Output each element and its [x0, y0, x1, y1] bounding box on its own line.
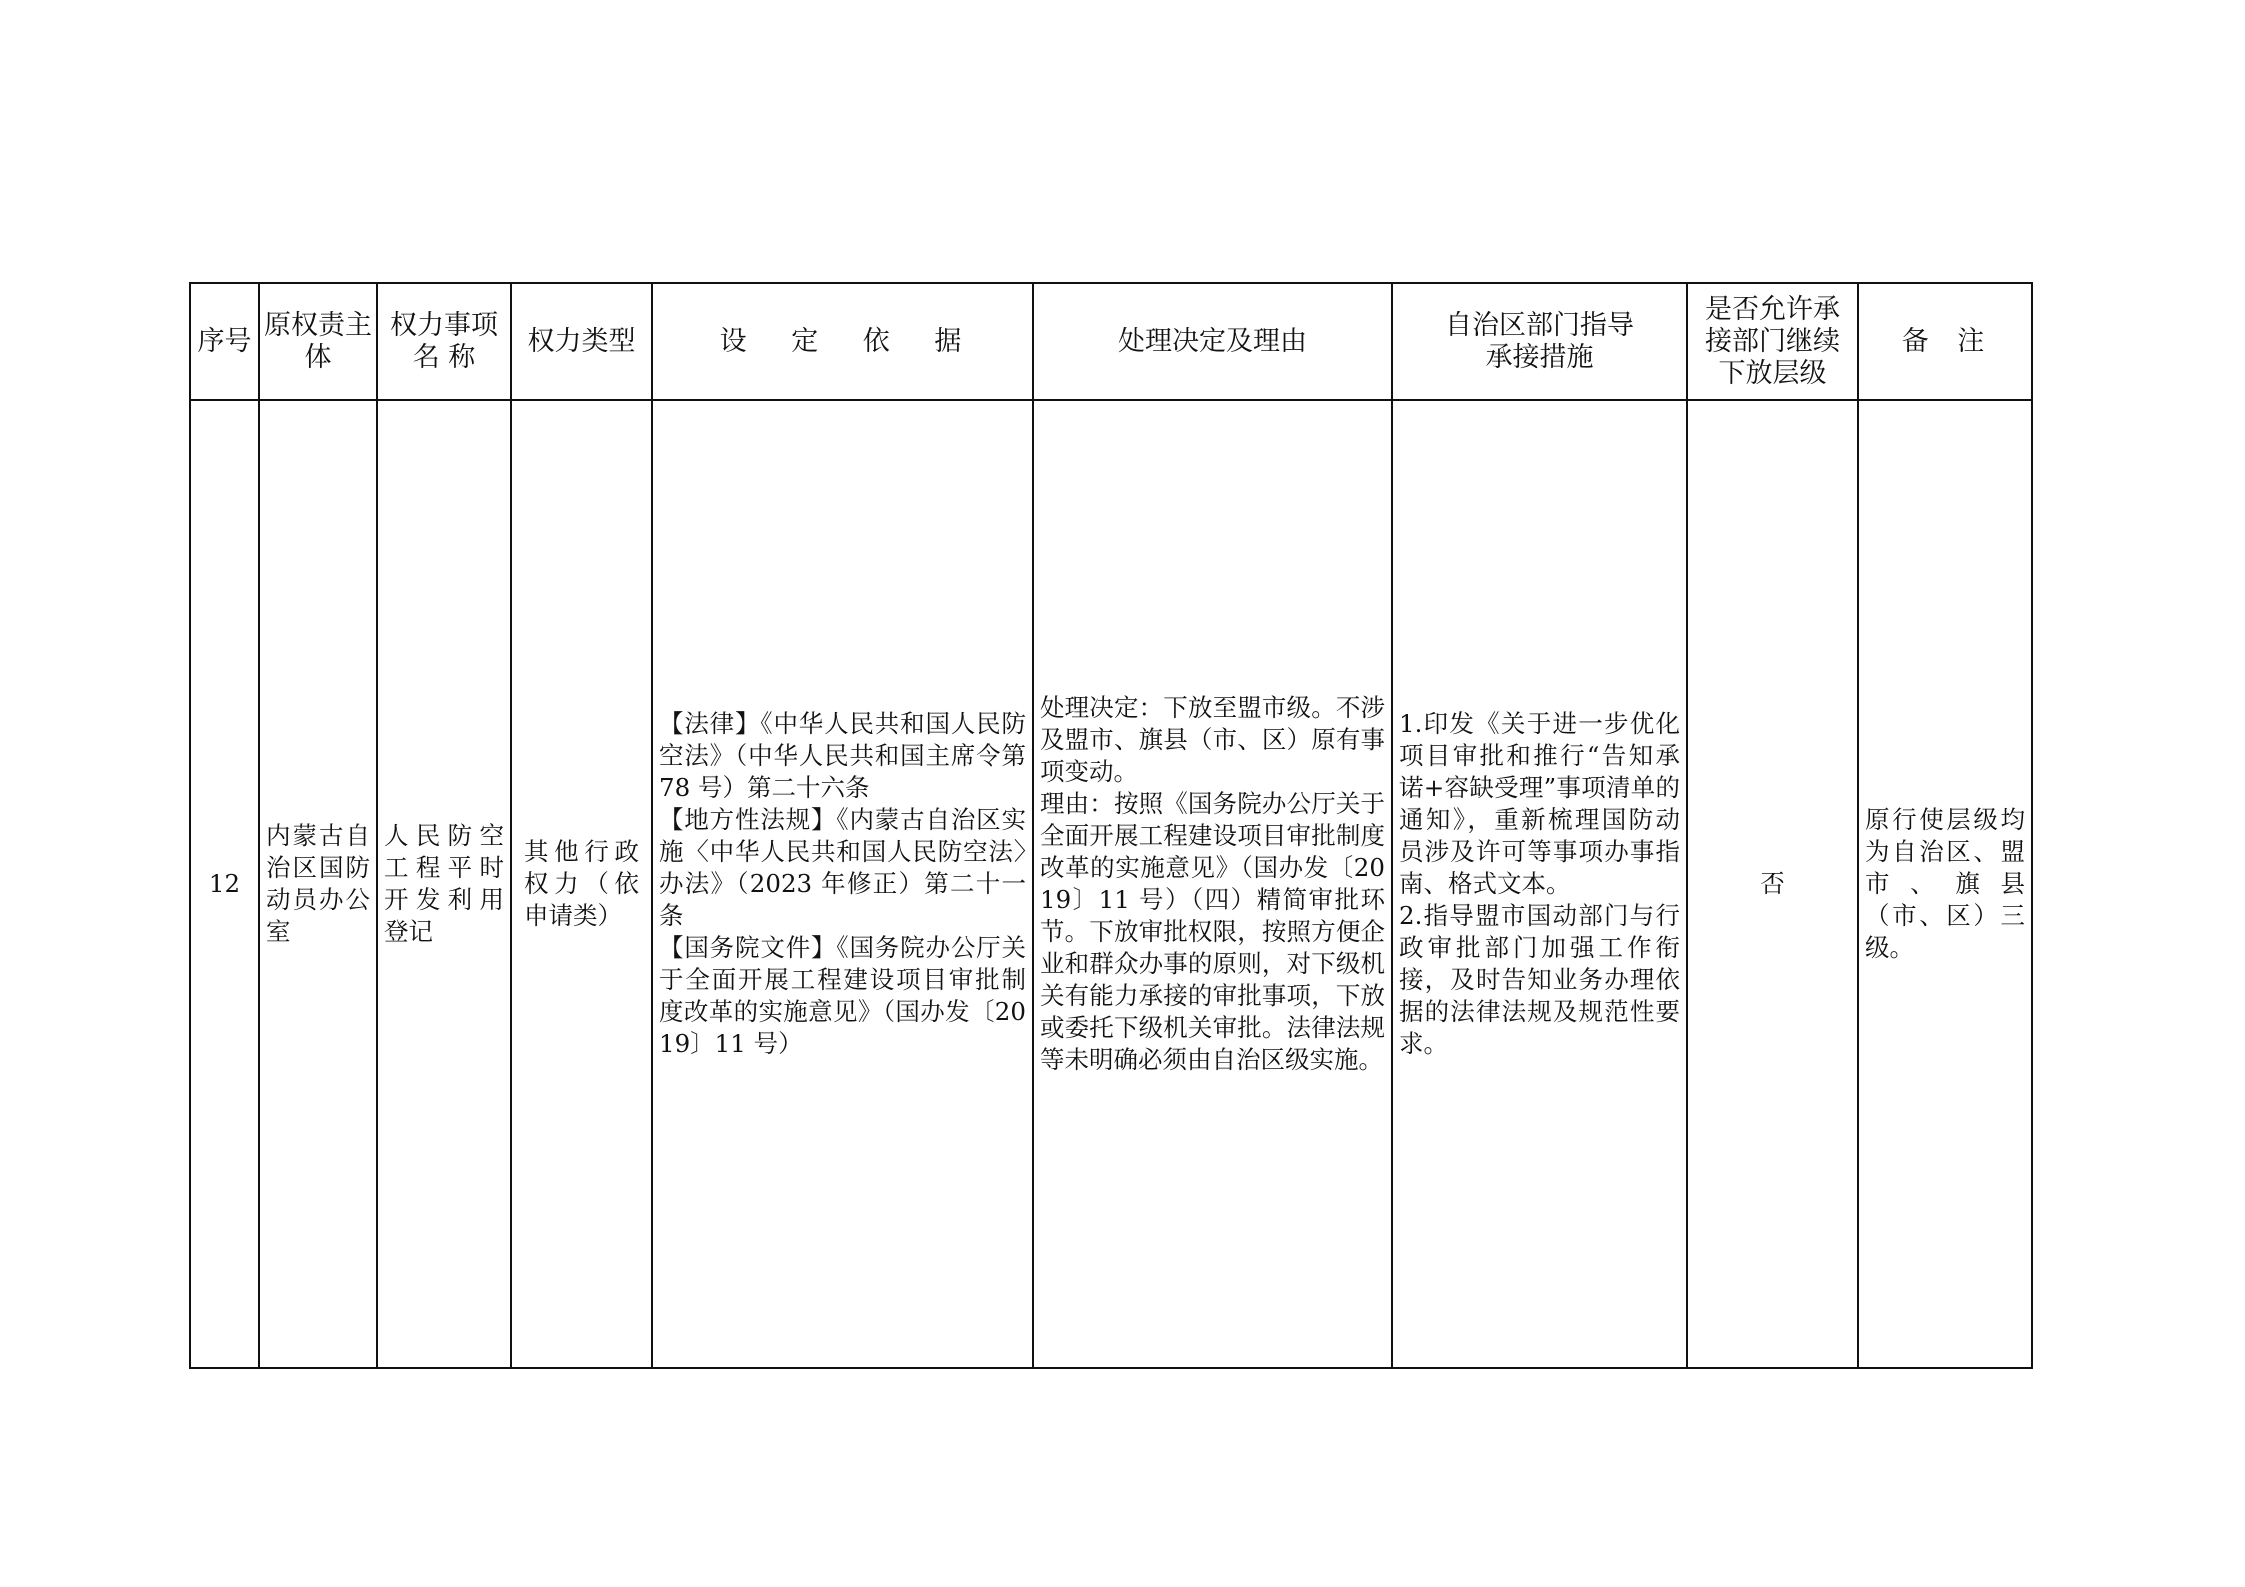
- cell-allow-further: 否: [1687, 400, 1858, 1368]
- cell-subject: 内蒙古自治区国防动员办公室: [259, 400, 377, 1368]
- header-power-type: 权力类型: [511, 283, 652, 400]
- cell-remarks: 原行使层级均为自治区、盟市、旗县（市、区）三级。: [1858, 400, 2032, 1368]
- table-row: [190, 400, 2032, 1368]
- cell-basis: [652, 400, 1033, 1368]
- header-decision: 处理决定及理由: [1033, 283, 1392, 400]
- power-items-table: [189, 282, 2033, 1369]
- measure-2: 2.指导盟市国动部门与行政审批部门加强工作衔接，及时告知业务办理依据的法律法规及规范性要求。: [1399, 901, 1680, 1058]
- header-seq: 序号: [190, 283, 259, 400]
- cell-measures: [1392, 400, 1687, 1368]
- basis-local-regulation: 【地方性法规】《内蒙古自治区实施〈中华人民共和国人民防空法〉办法》（2023 年修正）第二十一条: [659, 805, 1026, 930]
- header-subject: 原权责主 体: [259, 283, 377, 400]
- decision-text: 处理决定：下放至盟市级。不涉及盟市、旗县（市、区）原有事项变动。: [1040, 693, 1385, 786]
- table-header-row: [190, 283, 2032, 400]
- cell-item-name: 人民防空工程平时开发利用登记: [377, 400, 511, 1368]
- header-item-name: 权力事项名 称: [377, 283, 511, 400]
- basis-state-council-document: 【国务院文件】《国务院办公厅关于全面开展工程建设项目审批制度改革的实施意见》（国办发〔2019〕11 号）: [659, 933, 1026, 1058]
- header-basis: 设 定 依 据: [652, 283, 1033, 400]
- header-remarks: 备 注: [1858, 283, 2032, 400]
- cell-power-type: 其他行政权力（依申请类）: [511, 400, 652, 1368]
- header-measures: 自治区部门指导承接措施: [1392, 283, 1687, 400]
- basis-law: 【法律】《中华人民共和国人民防空法》（中华人民共和国主席令第 78 号）第二十六条: [659, 709, 1026, 802]
- cell-seq: 12: [190, 400, 259, 1368]
- decision-reason: 理由：按照《国务院办公厅关于全面开展工程建设项目审批制度改革的实施意见》（国办发〔2019〕11 号）（四）精简审批环节。下放审批权限，按照方便企业和群众办事的原则，对下级机关有能力承接的审批事项，下放或委托下级机关审批。法律法规等未明确必须由自治区级实施。: [1040, 789, 1385, 1074]
- header-allow-further: 是否允许承接部门继续下放层级: [1687, 283, 1858, 400]
- measure-1: 1.印发《关于进一步优化项目审批和推行“告知承诺+容缺受理”事项清单的通知》，重新梳理国防动员涉及许可等事项办事指南、格式文本。: [1399, 709, 1680, 898]
- cell-decision: [1033, 400, 1392, 1368]
